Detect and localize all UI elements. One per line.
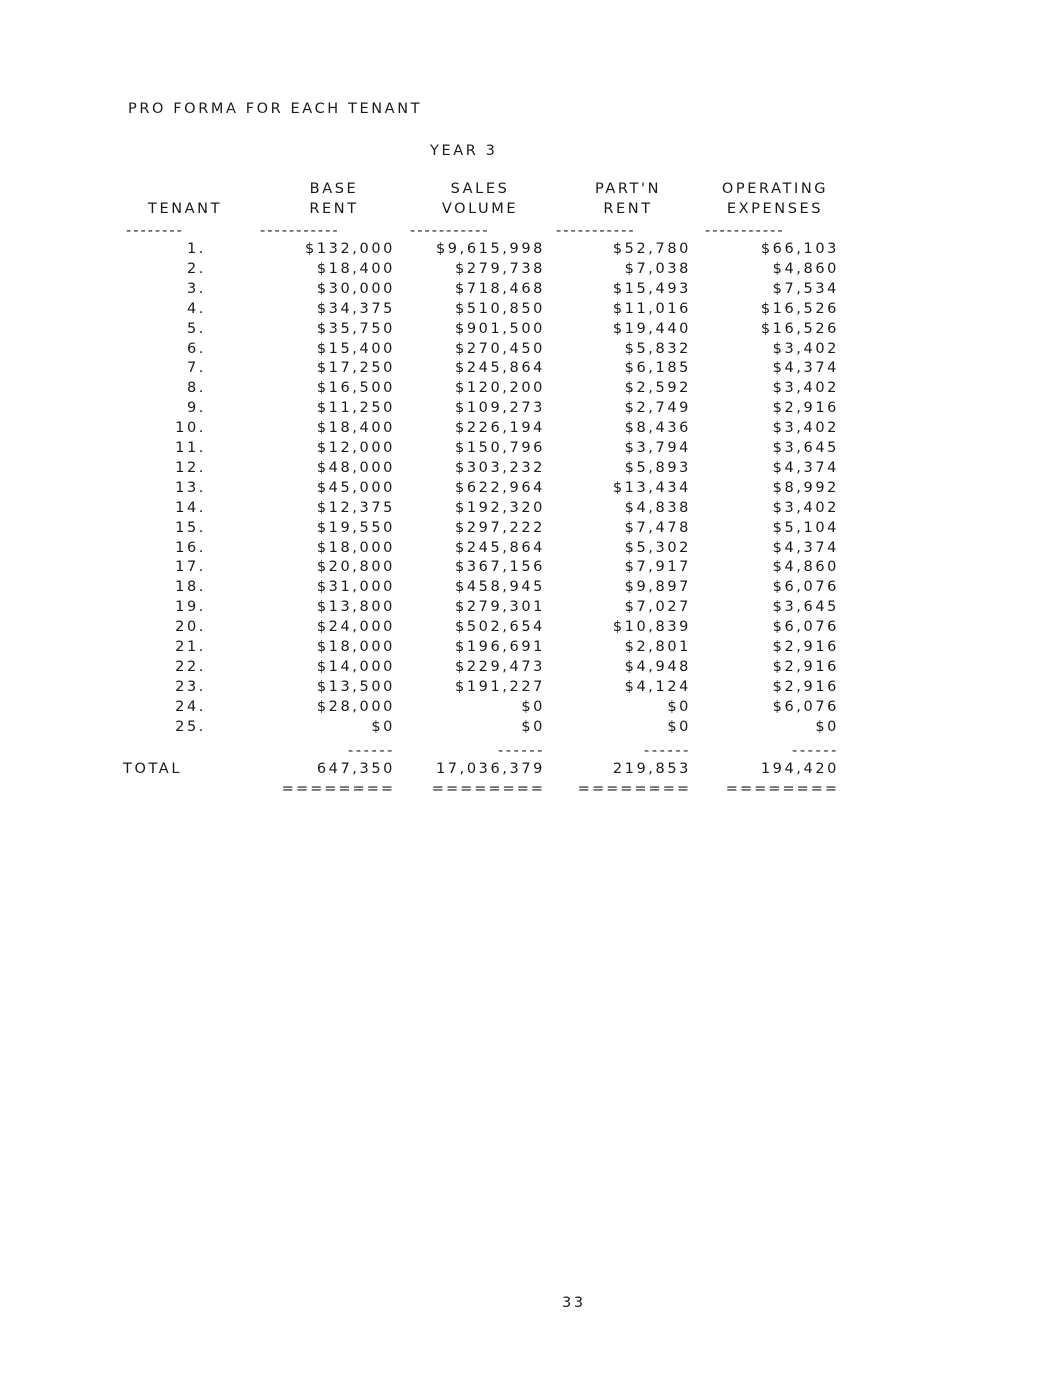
table-row [0, 399, 1064, 419]
header-rule-base: ----------- [260, 223, 340, 239]
table-row [0, 678, 1064, 698]
table-row [0, 578, 1064, 598]
operating-expenses-cell: $2,916 [772, 400, 839, 417]
header-rule-sales: ----------- [410, 223, 490, 239]
partn-rent-cell: $10,839 [612, 619, 691, 636]
table-row [0, 499, 1064, 519]
sales-volume-cell: $458,945 [455, 579, 545, 596]
tenant-number: 9. [186, 400, 206, 417]
operating-expenses-cell: $3,402 [772, 420, 839, 437]
base-rent-cell: $0 [371, 718, 395, 735]
table-row [0, 638, 1064, 658]
total-operating-expenses: 194,420 [760, 761, 839, 777]
operating-expenses-cell: $16,526 [760, 320, 839, 337]
table-row [0, 240, 1064, 260]
partn-rent-cell: $4,838 [624, 499, 691, 516]
tenant-number: 23. [175, 678, 206, 695]
header-base-line1: BASE [309, 181, 359, 197]
tenant-number: 10. [175, 420, 206, 437]
table-row [0, 379, 1064, 399]
tenant-number: 15. [175, 519, 206, 536]
sales-volume-cell: $9,615,998 [435, 241, 545, 257]
base-rent-cell: $24,000 [316, 619, 395, 636]
operating-expenses-cell: $4,860 [772, 260, 839, 277]
partn-rent-cell: $7,917 [624, 559, 691, 576]
table-row [0, 340, 1064, 360]
tenant-number: 8. [186, 380, 206, 397]
tenant-number: 13. [175, 479, 206, 496]
total-rule-base: ------ [348, 743, 395, 759]
partn-rent-cell: $11,016 [612, 300, 691, 317]
partn-rent-cell: $6,185 [624, 360, 691, 377]
sales-volume-cell: $150,796 [455, 440, 545, 456]
double-rule-opex: ======== [725, 781, 839, 797]
tenant-number: 12. [175, 459, 206, 476]
partn-rent-cell: $2,592 [624, 380, 691, 397]
total-rule-sales: ------ [498, 743, 545, 759]
table-row [0, 280, 1064, 300]
sales-volume-cell: $279,301 [455, 599, 545, 616]
operating-expenses-cell: $3,645 [772, 599, 839, 616]
sales-volume-cell: $226,194 [455, 420, 545, 437]
double-rule-sales: ======== [431, 781, 545, 797]
base-rent-cell: $13,800 [316, 599, 395, 616]
base-rent-cell: $12,000 [316, 440, 395, 456]
operating-expenses-cell: $4,860 [772, 559, 839, 576]
table-row [0, 658, 1064, 678]
base-rent-cell: $18,000 [316, 639, 395, 655]
sales-volume-cell: $303,232 [455, 459, 545, 476]
partn-rent-cell: $8,436 [624, 420, 691, 437]
tenant-number: 22. [175, 658, 206, 675]
base-rent-cell: $16,500 [316, 380, 395, 397]
base-rent-cell: $34,375 [316, 300, 395, 317]
sales-volume-cell: $279,738 [455, 260, 545, 277]
table-row [0, 300, 1064, 320]
operating-expenses-cell: $4,374 [772, 459, 839, 476]
partn-rent-cell: $2,801 [624, 639, 691, 655]
header-opex-line1: OPERATING [721, 181, 829, 197]
partn-rent-cell: $4,948 [624, 658, 691, 675]
total-partn-rent: 219,853 [612, 761, 691, 777]
tenant-number: 2. [186, 260, 206, 277]
sales-volume-cell: $622,964 [455, 479, 545, 496]
base-rent-cell: $18,000 [316, 539, 395, 556]
header-sales-line2: VOLUME [441, 201, 519, 217]
table-row [0, 598, 1064, 618]
header-rule-part: ----------- [556, 223, 636, 239]
partn-rent-cell: $5,832 [624, 340, 691, 357]
partn-rent-cell: $9,897 [624, 579, 691, 596]
base-rent-cell: $20,800 [316, 559, 395, 576]
tenant-number: 14. [175, 499, 206, 516]
sales-volume-cell: $270,450 [455, 340, 545, 357]
table-row [0, 439, 1064, 459]
sales-volume-cell: $192,320 [455, 499, 545, 516]
partn-rent-cell: $15,493 [612, 280, 691, 297]
partn-rent-cell: $7,027 [624, 599, 691, 616]
sales-volume-cell: $367,156 [455, 559, 545, 576]
table-row [0, 539, 1064, 559]
table-row [0, 359, 1064, 379]
operating-expenses-cell: $2,916 [772, 678, 839, 695]
base-rent-cell: $19,550 [316, 519, 395, 536]
header-part-line2: RENT [603, 201, 653, 217]
tenant-number: 16. [175, 539, 206, 556]
partn-rent-cell: $5,893 [624, 459, 691, 476]
total-rule-opex: ------ [792, 743, 839, 759]
operating-expenses-cell: $5,104 [772, 519, 839, 536]
tenant-number: 20. [175, 619, 206, 636]
base-rent-cell: $11,250 [316, 400, 395, 417]
partn-rent-cell: $13,434 [612, 479, 691, 496]
operating-expenses-cell: $66,103 [760, 241, 839, 257]
operating-expenses-cell: $6,076 [772, 579, 839, 596]
table-row [0, 698, 1064, 718]
sales-volume-cell: $245,864 [455, 539, 545, 556]
partn-rent-cell: $7,038 [624, 260, 691, 277]
tenant-number: 6. [186, 340, 206, 357]
operating-expenses-cell: $0 [815, 718, 839, 735]
operating-expenses-cell: $2,916 [772, 639, 839, 655]
operating-expenses-cell: $3,402 [772, 340, 839, 357]
base-rent-cell: $18,400 [316, 260, 395, 277]
base-rent-cell: $18,400 [316, 420, 395, 437]
partn-rent-cell: $7,478 [624, 519, 691, 536]
year-heading: YEAR 3 [430, 143, 498, 159]
operating-expenses-cell: $6,076 [772, 619, 839, 636]
base-rent-cell: $17,250 [316, 360, 395, 377]
header-sales-line1: SALES [450, 181, 510, 197]
tenant-number: 3. [186, 280, 206, 297]
sales-volume-cell: $109,273 [455, 400, 545, 417]
header-tenant: TENANT [148, 201, 223, 217]
tenant-number: 17. [175, 559, 206, 576]
base-rent-cell: $15,400 [316, 340, 395, 357]
operating-expenses-cell: $4,374 [772, 360, 839, 377]
operating-expenses-cell: $16,526 [760, 300, 839, 317]
sales-volume-cell: $120,200 [455, 380, 545, 397]
operating-expenses-cell: $8,992 [772, 479, 839, 496]
partn-rent-cell: $3,794 [624, 440, 691, 456]
sales-volume-cell: $196,691 [455, 639, 545, 655]
header-base-line2: RENT [309, 201, 359, 217]
sales-volume-cell: $229,473 [455, 658, 545, 675]
sales-volume-cell: $510,850 [455, 300, 545, 317]
header-rule-opex: ----------- [705, 223, 785, 239]
partn-rent-cell: $4,124 [624, 678, 691, 695]
operating-expenses-cell: $3,402 [772, 380, 839, 397]
base-rent-cell: $14,000 [316, 658, 395, 675]
tenant-number: 5. [186, 320, 206, 337]
base-rent-cell: $12,375 [316, 499, 395, 516]
base-rent-cell: $31,000 [316, 579, 395, 596]
tenant-number: 24. [175, 698, 206, 715]
double-rule-part: ======== [577, 781, 691, 797]
total-rule-part: ------ [644, 743, 691, 759]
table-row [0, 419, 1064, 439]
table-row [0, 558, 1064, 578]
base-rent-cell: $13,500 [316, 678, 395, 695]
base-rent-cell: $30,000 [316, 280, 395, 297]
base-rent-cell: $48,000 [316, 459, 395, 476]
sales-volume-cell: $297,222 [455, 519, 545, 536]
table-row [0, 618, 1064, 638]
table-row [0, 479, 1064, 499]
base-rent-cell: $45,000 [316, 479, 395, 496]
partn-rent-cell: $19,440 [612, 320, 691, 337]
table-row [0, 718, 1064, 738]
tenant-number: 18. [175, 579, 206, 596]
header-rule-tenant: -------- [126, 223, 184, 239]
tenant-number: 25. [175, 718, 206, 735]
partn-rent-cell: $0 [667, 698, 691, 715]
tenant-number: 19. [175, 599, 206, 616]
table-row [0, 260, 1064, 280]
operating-expenses-cell: $2,916 [772, 658, 839, 675]
operating-expenses-cell: $6,076 [772, 698, 839, 715]
table-row [0, 519, 1064, 539]
base-rent-cell: $35,750 [316, 320, 395, 337]
sales-volume-cell: $718,468 [455, 280, 545, 297]
base-rent-cell: $28,000 [316, 698, 395, 715]
sales-volume-cell: $0 [521, 718, 545, 735]
partn-rent-cell: $52,780 [612, 241, 691, 257]
sales-volume-cell: $901,500 [455, 320, 545, 337]
page-title: PRO FORMA FOR EACH TENANT [128, 101, 423, 117]
header-part-line1: PART'N [594, 181, 662, 197]
operating-expenses-cell: $7,534 [772, 280, 839, 297]
sales-volume-cell: $0 [521, 698, 545, 715]
tenant-number: 21. [175, 639, 206, 655]
tenant-number: 11. [175, 440, 206, 456]
tenant-number: 7. [186, 360, 206, 377]
tenant-number: 4. [186, 300, 206, 317]
operating-expenses-cell: $4,374 [772, 539, 839, 556]
operating-expenses-cell: $3,402 [772, 499, 839, 516]
sales-volume-cell: $191,227 [455, 678, 545, 695]
header-opex-line2: EXPENSES [726, 201, 824, 217]
total-label: TOTAL [123, 761, 182, 777]
page-number: 33 [562, 1295, 586, 1311]
tenant-number: 1. [186, 241, 206, 257]
base-rent-cell: $132,000 [305, 241, 395, 257]
sales-volume-cell: $502,654 [455, 619, 545, 636]
partn-rent-cell: $2,749 [624, 400, 691, 417]
sales-volume-cell: $245,864 [455, 360, 545, 377]
table-row [0, 459, 1064, 479]
operating-expenses-cell: $3,645 [772, 440, 839, 456]
partn-rent-cell: $0 [667, 718, 691, 735]
table-row [0, 320, 1064, 340]
total-sales-volume: 17,036,379 [435, 761, 545, 777]
partn-rent-cell: $5,302 [624, 539, 691, 556]
double-rule-base: ======== [281, 781, 395, 797]
total-base-rent: 647,350 [316, 761, 395, 777]
